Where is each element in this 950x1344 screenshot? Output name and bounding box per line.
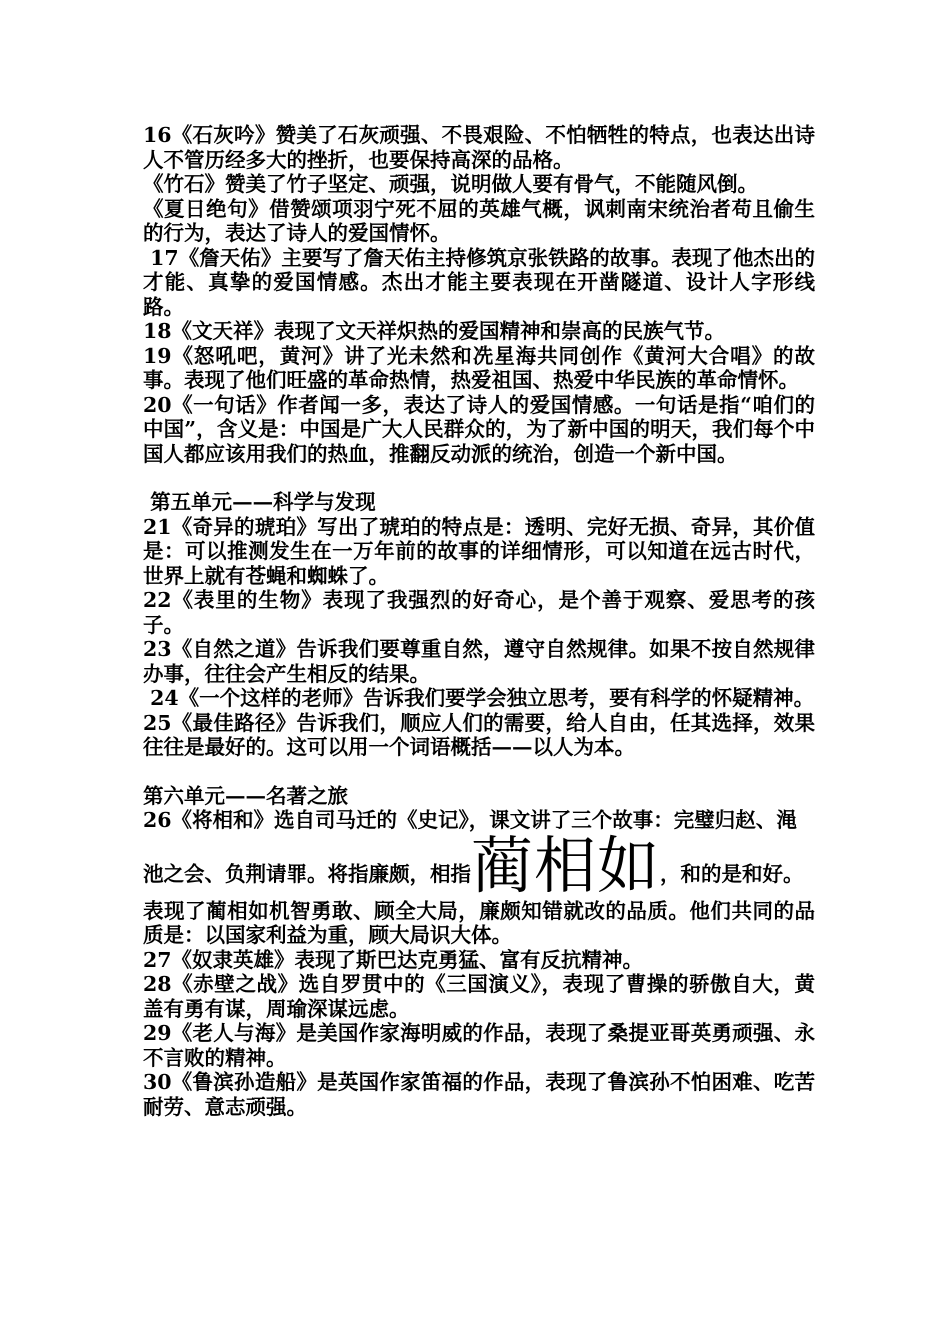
paragraph-26-rest: 表现了蔺相如机智勇敢、顾全大局，廉颇知错就改的品质。他们共同的品质是：以国家利益为重，顾大局识大体。 [143, 898, 815, 947]
paragraph-23: 23《自然之道》告诉我们要尊重自然，遵守自然规律。如果不按自然规律办事，往往会产生相反的结果。 [143, 637, 815, 686]
paragraph-22: 22《表里的生物》表现了我强烈的好奇心，是个善于观察、爱思考的孩子。 [143, 588, 815, 637]
spacer [143, 466, 815, 490]
paragraph-26-line1: 26《将相和》选自司马迁的《史记》，课文讲了三个故事：完璧归赵、渑 [143, 808, 797, 832]
document-page [143, 123, 815, 1119]
paragraph-28: 28《赤壁之战》选自罗贯中的《三国演义》，表现了曹操的骄傲自大，黄盖有勇有谋，周瑜深谋远虑。 [143, 972, 815, 1021]
paragraph-zhushi: 《竹石》赞美了竹子坚定、顽强，说明做人要有骨气，不能随风倒。 [143, 172, 758, 196]
paragraph-29: 29《老人与海》是美国作家海明威的作品，表现了桑提亚哥英勇顽强、永不言败的精神。 [143, 1021, 815, 1070]
paragraph-24: 24《一个这样的老师》告诉我们要学会独立思考，要有科学的怀疑精神。 [143, 686, 815, 710]
large-text-lin-xiangru: 蔺相如 [471, 828, 661, 902]
paragraph-27: 27《奴隶英雄》表现了斯巴达克勇猛、富有反抗精神。 [143, 947, 644, 972]
spacer [143, 760, 815, 784]
paragraph-16: 16《石灰吟》赞美了石灰顽强、不畏艰险、不怕牺牲的特点，也表达出诗人不管历经多大的挫折，也要保持高深的品格。 [143, 123, 815, 172]
paragraph-17: 17《詹天佑》主要写了詹天佑主持修筑京张铁路的故事。表现了他杰出的才能、真挚的爱国情感。杰出才能主要表现在开凿隧道、设计人字形线路。 [143, 245, 816, 319]
paragraph-xiari-jueju: 《夏日绝句》借赞颂项羽宁死不屈的英雄气概，讽刺南宋统治者苟且偷生的行为，表达了诗人的爱国情怀。 [143, 196, 815, 245]
unit5-heading: 第五单元——科学与发现 [143, 490, 376, 514]
paragraph-25: 25《最佳路径》告诉我们，顺应人们的需要，给人自由，任其选择，效果往往是最好的。这可以用一个词语概括——以人为本。 [143, 710, 815, 759]
paragraph-26-line2-pre: 池之会、负荆请罪。将指廉颇，相指 [143, 861, 471, 886]
paragraph-26-line2 [143, 828, 815, 902]
paragraph-20: 20《一句话》作者闻一多，表达了诗人的爱国情感。一句话是指“咱们的中国”，含义是：中国是广大人民群众的，为了新中国的明天，我们每个中国人都应该用我们的热血，推翻反动派的统治，创造一个新中国。 [143, 392, 815, 466]
paragraph-26-line2-post: ，和的是和好。 [660, 861, 804, 886]
unit6-heading: 第六单元——名著之旅 [143, 783, 348, 808]
paragraph-18: 18《文天祥》表现了文天祥炽热的爱国精神和崇高的民族气节。 [143, 319, 726, 343]
paragraph-19: 19《怒吼吧，黄河》讲了光未然和冼星海共同创作《黄河大合唱》的故事。表现了他们旺盛的革命热情，热爱祖国、热爱中华民族的革命情怀。 [143, 343, 815, 392]
paragraph-21: 21《奇异的琥珀》写出了琥珀的特点是：透明、完好无损、奇异，其价值是：可以推测发生在一万年前的故事的详细情形，可以知道在远古时代，世界上就有苍蝇和蜘蛛了。 [143, 514, 815, 588]
paragraph-30: 30《鲁滨孙造船》是英国作家笛福的作品，表现了鲁滨孙不怕困难、吃苦耐劳、意志顽强。 [143, 1070, 815, 1119]
